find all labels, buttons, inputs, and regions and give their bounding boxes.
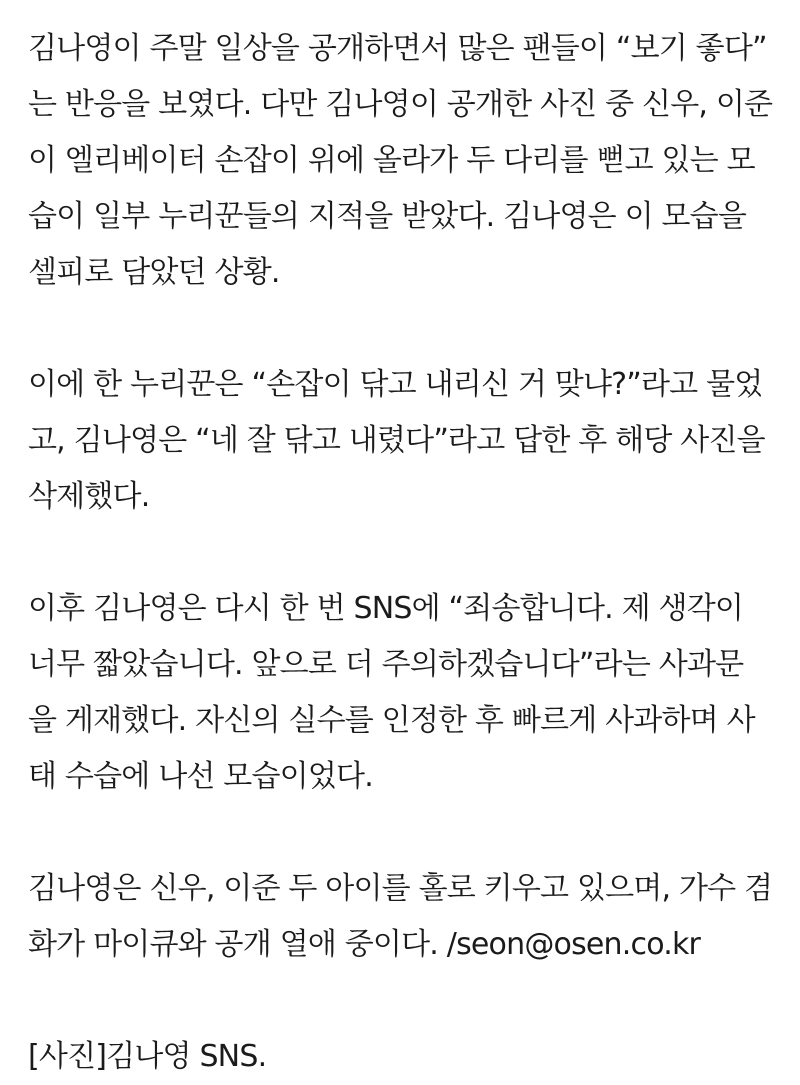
text-line: 고, 김나영은 “네 잘 닦고 내렸다”라고 답한 후 해당 사진을 — [28, 423, 765, 458]
text-line: 김나영은 신우, 이준 두 아이를 홀로 키우고 있으며, 가수 겸 — [28, 871, 773, 906]
text-line: 태 수습에 나선 모습이었다. — [28, 759, 373, 794]
paragraph-2 — [28, 357, 788, 525]
text-line: 이 엘리베이터 손잡이 위에 올라가 두 다리를 뻗고 있는 모 — [28, 143, 755, 178]
text-line: 화가 마이큐와 공개 열애 중이다. /seon@osen.co.kr — [28, 927, 701, 962]
paragraph-4 — [28, 861, 788, 973]
text-line: 김나영이 주말 일상을 공개하면서 많은 팬들이 “보기 좋다” — [28, 31, 767, 66]
text-line: 이에 한 누리꾼은 “손잡이 닦고 내리신 거 맞냐?”라고 물었 — [28, 367, 763, 402]
paragraph-spacer — [28, 525, 788, 581]
text-line: 삭제했다. — [28, 479, 150, 514]
article-body — [28, 0, 788, 1085]
text-line: 이후 김나영은 다시 한 번 SNS에 “죄송합니다. 제 생각이 — [28, 591, 744, 626]
paragraph-spacer — [28, 301, 788, 357]
text-line: 을 게재했다. 자신의 실수를 인정한 후 빠르게 사과하며 사 — [28, 703, 755, 738]
photo-credit-text: [사진]김나영 SNS. — [28, 1039, 267, 1074]
paragraph-spacer — [28, 973, 788, 1029]
paragraph-1 — [28, 21, 788, 301]
text-line: 너무 짧았습니다. 앞으로 더 주의하겠습니다”라는 사과문 — [28, 647, 744, 682]
text-line: 는 반응을 보였다. 다만 김나영이 공개한 사진 중 신우, 이준 — [28, 87, 773, 122]
text-line: 셀피로 담았던 상황. — [28, 255, 280, 290]
paragraph-3 — [28, 581, 788, 805]
paragraph-spacer — [28, 805, 788, 861]
text-line: 습이 일부 누리꾼들의 지적을 받았다. 김나영은 이 모습을 — [28, 199, 747, 234]
photo-credit — [28, 1029, 788, 1085]
